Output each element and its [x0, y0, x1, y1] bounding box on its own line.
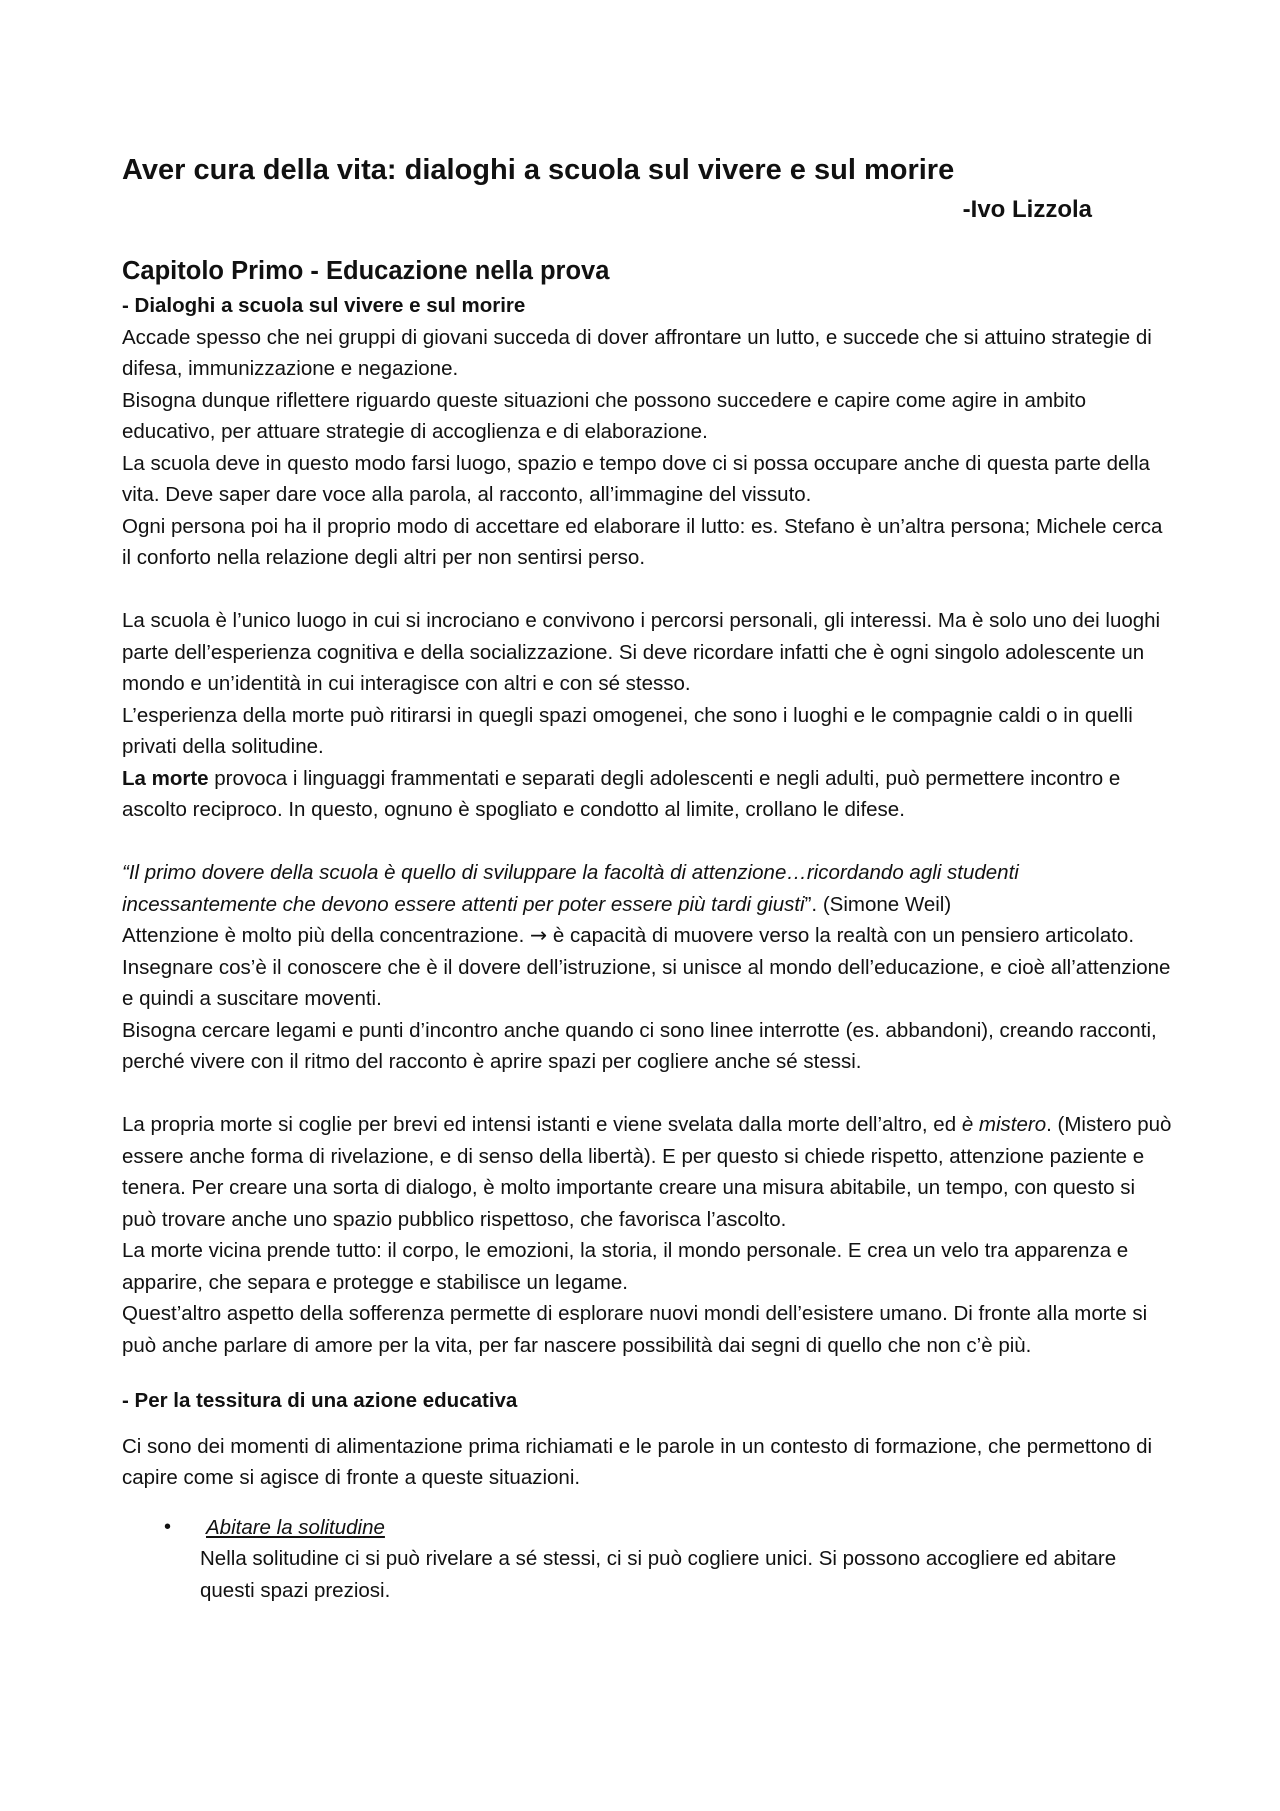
paragraph: La scuola è l’unico luogo in cui si incrociano e convivono i percorsi personali, gli interessi. Ma è solo uno dei luoghi parte dell’esperienza cognitiva e della socializzazione. Si deve ricordare infatti che è ogni singolo adolescente un mondo e un’identità in cui interagisce con altri e con sé stesso.	[122, 609, 1161, 695]
section-heading: - Dialoghi a scuola sul vivere e sul morire	[122, 294, 526, 317]
paragraph: Ci sono dei momenti di alimentazione prima richiamati e le parole in un contesto di formazione, che permettono di capire come si agisce di fronte a queste situazioni.	[122, 1434, 1153, 1489]
paragraph: Accade spesso che nei gruppi di giovani succeda di dover affrontare un lutto, e succede che si attuino strategie di difesa, immunizzazione e negazione.	[122, 325, 1152, 380]
quote-text: “Il primo dovere della scuola è quello di sviluppare la facoltà di attenzione…ricordando agli studenti incessantemente che devono essere attenti per poter essere più tardi giusti	[122, 861, 1019, 916]
paragraph: La scuola deve in questo modo farsi luogo, spazio e tempo dove ci si possa occupare anche di questa parte della vita. Deve saper dare voce alla parola, al racconto, all’immagine del vissuto.	[122, 451, 1150, 506]
paragraph	[122, 1109, 1172, 1235]
section-heading: - Per la tessitura di una azione educativa	[122, 1389, 518, 1412]
bold-term: La morte	[122, 766, 209, 790]
paragraph-text: provoca i linguaggi frammentati e separati degli adolescenti e negli adulti, può permettere incontro e ascolto reciproco. In questo, ognuno è spogliato e condotto al limite, crollano le difese.	[122, 766, 1121, 821]
document-title: Aver cura della vita: dialoghi a scuola sul vivere e sul morire	[122, 154, 955, 186]
spacer	[122, 1078, 1172, 1110]
paragraph: L’esperienza della morte può ritirarsi in quegli spazi omogenei, che sono i luoghi e le compagnie caldi o in quelli privati della solitudine.	[122, 703, 1133, 758]
right-arrow-icon: →	[529, 923, 548, 947]
paragraph: Bisogna cercare legami e punti d’incontro anche quando ci sono linee interrotte (es. abbandoni), creando racconti, perché vivere con il ritmo del racconto è aprire spazi per cogliere anche sé stessi.	[122, 1018, 1157, 1073]
bullet-icon: •	[164, 1515, 172, 1538]
list-item-text: Nella solitudine ci si può rivelare a sé stessi, ci si può cogliere unici. Si possono accogliere ed abitare questi spazi preziosi.	[200, 1547, 1117, 1602]
spacer	[122, 574, 1172, 606]
paragraph: La morte vicina prende tutto: il corpo, le emozioni, la storia, il mondo personale. E crea un velo tra apparenza e apparire, che separa e protegge e stabilisce un legame.	[122, 1239, 1129, 1294]
paragraph-text: . (Mistero può essere anche forma di rivelazione, e di senso della libertà). E per questo si chiede rispetto, attenzione paziente e tenera. Per creare una sorta di dialogo, è molto importante creare una misura abitabile, un tempo, con questo si può trovare anche uno spazio pubblico rispettoso, che favorisca l’ascolto.	[122, 1113, 1172, 1231]
italic-term: è mistero	[961, 1113, 1047, 1136]
document-body	[122, 150, 1172, 1606]
paragraph: Insegnare cos’è il conoscere che è il dovere dell’istruzione, si unisce al mondo dell’educazione, e cioè all’attenzione e quindi a suscitare moventi.	[122, 955, 1171, 1010]
paragraph-text: Attenzione è molto più della concentrazione.	[122, 924, 530, 947]
list-item-title: Abitare la solitudine	[206, 1515, 385, 1539]
paragraph	[122, 920, 1172, 952]
quote-attribution: ”. (Simone Weil)	[804, 892, 952, 916]
quote-paragraph	[122, 857, 1172, 920]
paragraph	[122, 763, 1172, 826]
spacer	[122, 826, 1172, 858]
chapter-heading: Capitolo Primo - Educazione nella prova	[122, 257, 610, 285]
list-item	[122, 1512, 1172, 1607]
paragraph: Bisogna dunque riflettere riguardo queste situazioni che possono succedere e capire come agire in ambito educativo, per attuare strategie di accoglienza e di elaborazione.	[122, 388, 1087, 443]
paragraph: Ogni persona poi ha il proprio modo di accettare ed elaborare il lutto: es. Stefano è un’altra persona; Michele cerca il conforto nella relazione degli altri per non sentirsi perso.	[122, 514, 1163, 569]
document-author: -Ivo Lizzola	[962, 196, 1092, 223]
paragraph: Quest’altro aspetto della sofferenza permette di esplorare nuovi mondi dell’esistere umano. Di fronte alla morte si può anche parlare di amore per la vita, per far nascere possibilità dai segni di quello che non c’è più.	[122, 1302, 1148, 1357]
paragraph-text: La propria morte si coglie per brevi ed intensi istanti e viene svelata dalla morte dell’altro, ed	[122, 1113, 962, 1136]
bullet-list	[122, 1512, 1172, 1607]
paragraph-text: è capacità di muovere verso la realtà con un pensiero articolato.	[547, 924, 1135, 947]
